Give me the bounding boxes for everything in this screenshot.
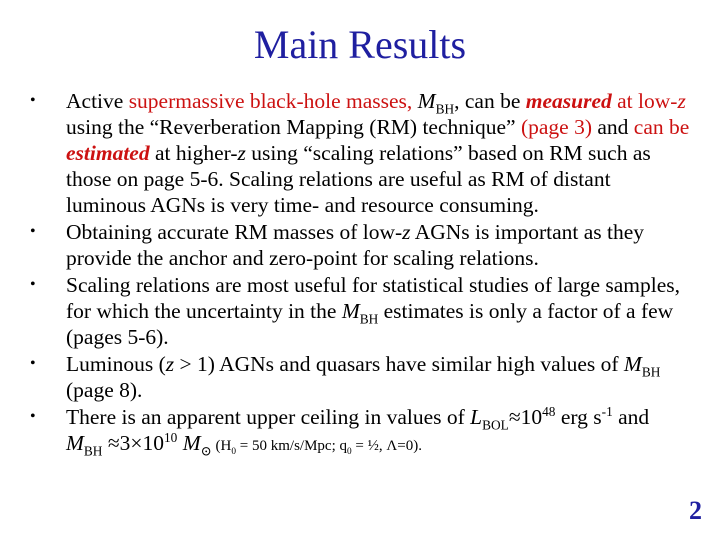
bullet-icon: •	[30, 276, 36, 293]
text: Luminous (	[66, 352, 166, 376]
emphasis-estimated: estimated	[66, 141, 150, 165]
symbol-m: M	[623, 352, 642, 376]
symbol-z: z	[677, 89, 686, 113]
bullet-item-upper-ceiling	[30, 404, 690, 459]
superscript-exponent: 48	[542, 403, 556, 419]
bullet-item-luminous-agns	[30, 351, 690, 403]
text: , can be	[454, 89, 526, 113]
subscript-zero: 0	[347, 447, 352, 457]
bullet-icon: •	[30, 92, 36, 109]
text: > 1) AGNs and quasars have similar high values of	[174, 352, 624, 376]
text: (H	[211, 438, 232, 454]
subscript-bh: BH	[435, 101, 455, 117]
text: and	[612, 405, 650, 429]
text: and	[592, 115, 634, 139]
bullet-icon: •	[30, 408, 36, 425]
page-reference: (page 3)	[520, 115, 592, 139]
text: AGNs is important as they provide the anchor and zero-point for scaling relations.	[66, 220, 645, 270]
text: = ½, Λ=0).	[351, 438, 422, 454]
subscript-bol: BOL	[482, 417, 509, 433]
symbol-m: M	[177, 431, 201, 455]
bullet-icon: •	[30, 355, 36, 372]
text: ≈10	[508, 405, 543, 429]
bullet-icon: •	[30, 223, 36, 240]
symbol-z: z	[402, 220, 411, 244]
highlight-text: at low-	[617, 89, 678, 113]
text: using the “Reverberation Mapping (RM) technique”	[66, 115, 516, 139]
text: (page 8).	[66, 378, 143, 402]
subscript-zero: 0	[231, 447, 237, 457]
symbol-z: z	[165, 352, 175, 376]
text: ≈3×10	[102, 431, 164, 455]
text: using “scaling relations” based on RM such as those on page 5-6. Scaling relations are useful as RM of distant luminous AGNs is very time- and resource consuming.	[66, 141, 651, 217]
text: estimates is only a factor of a few (pages 5-6).	[66, 299, 674, 349]
subscript-bh: BH	[359, 311, 379, 327]
superscript-exponent: 10	[164, 429, 178, 445]
cosmology-note	[211, 438, 422, 457]
results-list	[30, 88, 690, 460]
symbol-m: M	[417, 89, 436, 113]
highlight-text: can be	[633, 115, 690, 139]
bullet-item-bh-masses	[30, 88, 690, 218]
superscript-exponent: -1	[601, 403, 613, 419]
symbol-z: z	[237, 141, 246, 165]
symbol-m: M	[66, 431, 84, 455]
text: at higher-	[149, 141, 238, 165]
bullet-item-scaling-relations	[30, 272, 690, 350]
page-number: 2	[689, 496, 702, 525]
text: erg s	[555, 405, 602, 429]
emphasis-measured: measured	[525, 89, 612, 113]
text: = 50 km/s/Mpc; q	[236, 438, 347, 454]
text: Scaling relations are most useful for statistical studies of large samples, for which the uncertainty in the	[66, 273, 680, 323]
text: Active	[66, 89, 129, 113]
subscript-bh: BH	[641, 364, 661, 380]
text: Obtaining accurate RM masses of low-	[66, 220, 403, 244]
highlight-text: supermassive black-hole masses,	[128, 89, 418, 113]
subscript-bh: BH	[83, 443, 103, 459]
bullet-item-rm-masses	[30, 219, 690, 271]
solar-symbol: ⊙	[200, 443, 212, 459]
symbol-l: L	[470, 405, 483, 429]
text: There is an apparent upper ceiling in values of	[66, 405, 471, 429]
slide-title: Main Results	[253, 22, 467, 67]
symbol-m: M	[341, 299, 360, 323]
